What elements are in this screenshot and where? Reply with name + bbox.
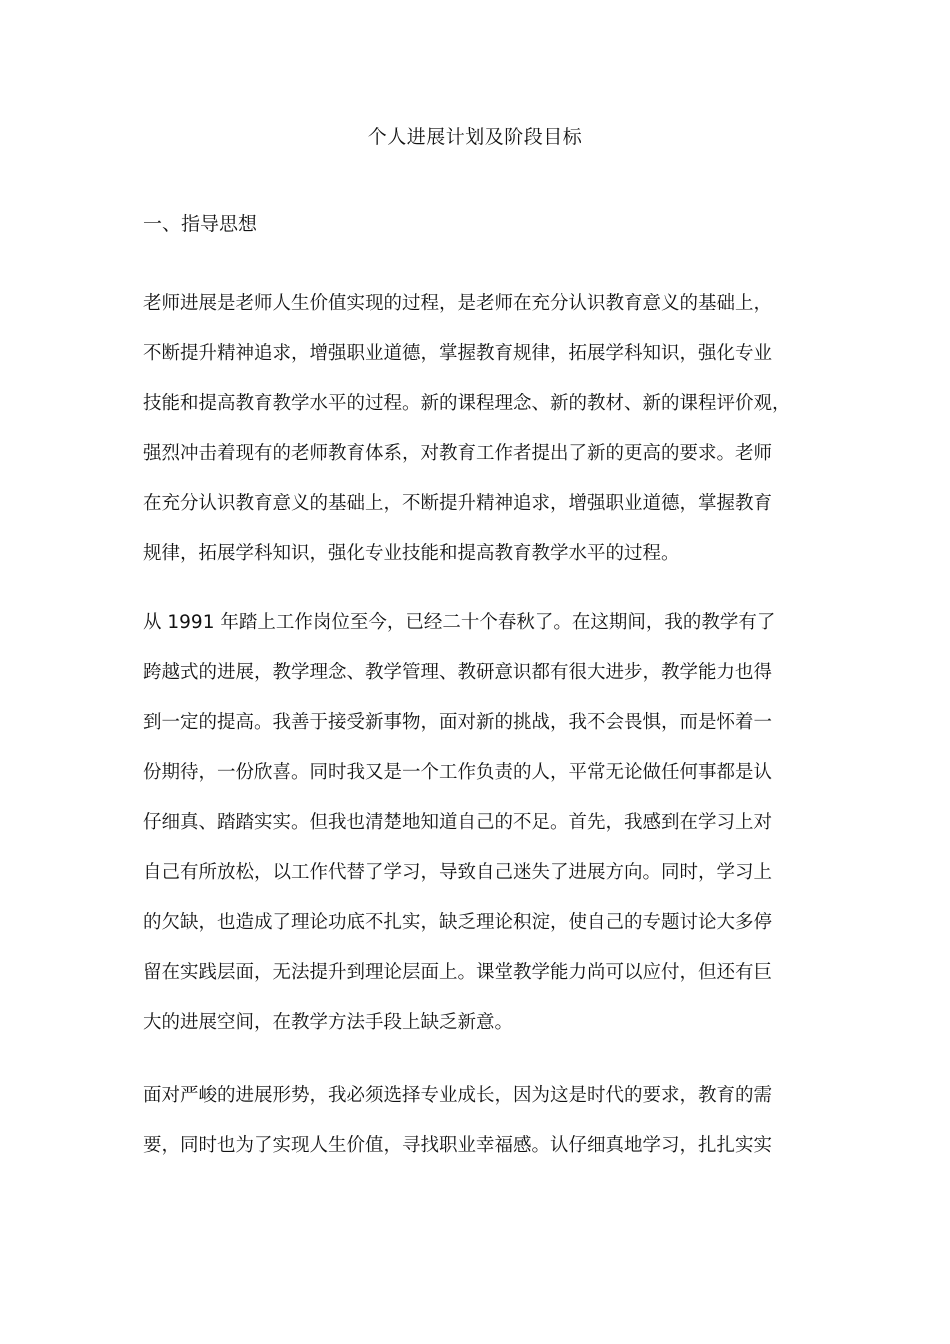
paragraph-line: 技能和提高教育教学水平的过程。新的课程理念、新的教材、新的课程评价观， xyxy=(143,393,791,414)
section-heading: 一、指导思想 xyxy=(143,213,258,235)
paragraph-line: 留在实践层面，无法提升到理论层面上。课堂教学能力尚可以应付，但还有巨 xyxy=(143,962,773,983)
paragraph-line: 跨越式的进展，教学理念、教学管理、教研意识都有很大进步，教学能力也得 xyxy=(143,662,773,683)
paragraph-line: 到一定的提高。我善于接受新事物，面对新的挑战，我不会畏惧，而是怀着一 xyxy=(143,712,773,733)
paragraph-guiding-philosophy xyxy=(143,279,808,579)
paragraph-line: 从 1991 年踏上工作岗位至今，已经二十个春秋了。在这期间，我的教学有了 xyxy=(143,612,776,633)
paragraph-line: 强烈冲击着现有的老师教育体系，对教育工作者提出了新的更高的要求。老师 xyxy=(143,443,773,464)
paragraph-line: 的欠缺，也造成了理论功底不扎实，缺乏理论积淀，使自己的专题讨论大多停 xyxy=(143,912,773,933)
paragraph-line: 自己有所放松，以工作代替了学习，导致自己迷失了进展方向。同时，学习上 xyxy=(143,862,773,883)
paragraph-professional-growth xyxy=(143,1071,808,1171)
paragraph-line: 规律，拓展学科知识，强化专业技能和提高教育教学水平的过程。 xyxy=(143,543,680,564)
paragraph-line: 份期待，一份欣喜。同时我又是一个工作负责的人，平常无论做任何事都是认 xyxy=(143,762,773,783)
paragraph-line: 在充分认识教育意义的基础上，不断提升精神追求，增强职业道德，掌握教育 xyxy=(143,493,773,514)
paragraph-line: 面对严峻的进展形势，我必须选择专业成长，因为这是时代的要求，教育的需 xyxy=(143,1085,773,1106)
paragraph-self-assessment xyxy=(143,598,808,1048)
paragraph-line: 仔细真、踏踏实实。但我也清楚地知道自己的不足。首先，我感到在学习上对 xyxy=(143,812,773,833)
paragraph-line: 老师进展是老师人生价值实现的过程，是老师在充分认识教育意义的基础上， xyxy=(143,293,773,314)
paragraph-line: 大的进展空间，在教学方法手段上缺乏新意。 xyxy=(143,1012,514,1033)
document-title: 个人进展计划及阶段目标 xyxy=(367,126,583,148)
paragraph-line: 要，同时也为了实现人生价值，寻找职业幸福感。认仔细真地学习，扎扎实实 xyxy=(143,1135,773,1156)
paragraph-line: 不断提升精神追求，增强职业道德，掌握教育规律，拓展学科知识，强化专业 xyxy=(143,343,773,364)
